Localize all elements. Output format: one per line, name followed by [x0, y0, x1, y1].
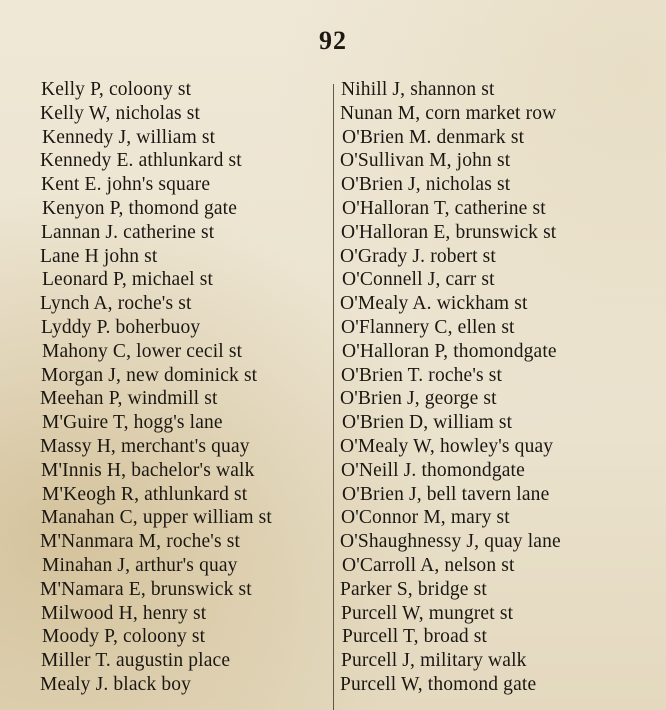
directory-entry: Miller T. augustin place — [41, 650, 231, 672]
directory-entry: M'Keogh R, athlunkard st — [42, 483, 248, 505]
directory-entry: Meehan P, windmill st — [40, 388, 218, 410]
directory-entry: Kelly W, nicholas st — [40, 102, 201, 124]
directory-entry: Kennedy J, william st — [42, 126, 216, 148]
directory-entry: Mahony C, lower cecil st — [42, 340, 243, 362]
directory-entry: Manahan C, upper william st — [41, 507, 272, 529]
directory-entry: Nunan M, corn market row — [340, 102, 557, 124]
directory-entry: Massy H, merchant's quay — [40, 435, 250, 457]
directory-entry: Lannan J. catherine st — [41, 221, 215, 243]
directory-entry: Mealy J. black boy — [40, 673, 192, 695]
directory-entry: O'Carroll A, nelson st — [342, 554, 515, 576]
directory-entry: O'Brien J, george st — [340, 388, 497, 410]
directory-entry: Purcell J, military walk — [341, 650, 527, 672]
directory-entry: Kenyon P, thomond gate — [42, 197, 238, 219]
page-number: 92 — [319, 26, 347, 55]
directory-entry: Lane H john st — [40, 245, 158, 267]
directory-entry: Lyddy P. boherbuoy — [41, 316, 201, 338]
directory-entry: Moody P, coloony st — [42, 626, 206, 648]
directory-entry: Parker S, bridge st — [340, 578, 487, 600]
directory-entry: Kent E. john's square — [41, 174, 211, 196]
directory-entry: O'Shaughnessy J, quay lane — [340, 531, 561, 553]
directory-entry: Leonard P, michael st — [42, 269, 214, 291]
directory-entry: Kelly P, coloony st — [41, 79, 192, 100]
directory-entry: Purcell W, mungret st — [341, 602, 514, 624]
directory-entry: O'Sullivan M, john st — [340, 150, 511, 172]
column-divider — [333, 84, 334, 710]
directory-entry: O'Halloran P, thomondgate — [342, 340, 557, 362]
directory-entry: O'Connell J, carr st — [342, 269, 495, 291]
directory-entry: Minahan J, arthur's quay — [42, 554, 238, 576]
directory-entry: O'Grady J. robert st — [340, 245, 496, 267]
directory-entry: O'Halloran E, brunswick st — [341, 221, 557, 243]
directory-entry: O'Brien D, william st — [342, 412, 513, 434]
directory-entry: Nihill J, shannon st — [341, 79, 495, 100]
right-column — [340, 78, 630, 697]
directory-entry: O'Brien M. denmark st — [342, 126, 525, 148]
directory-entry: Purcell T, broad st — [342, 626, 488, 648]
directory-entry: O'Mealy W, howley's quay — [340, 435, 554, 457]
directory-entry: M'Namara E, brunswick st — [40, 578, 252, 600]
directory-entry: M'Nanmara M, roche's st — [40, 531, 241, 553]
directory-entry: O'Brien T. roche's st — [341, 364, 503, 386]
directory-entry: Kennedy E. athlunkard st — [40, 150, 242, 172]
left-column — [40, 78, 332, 697]
directory-entry: Milwood H, henry st — [41, 602, 207, 624]
directory-entry: O'Halloran T, catherine st — [342, 197, 546, 219]
directory-entry: M'Guire T, hogg's lane — [42, 412, 223, 434]
directory-entry: O'Flannery C, ellen st — [341, 316, 515, 338]
directory-entry: O'Brien J, nicholas st — [341, 174, 511, 196]
directory-entry: Lynch A, roche's st — [40, 293, 192, 315]
directory-entry: O'Mealy A. wickham st — [340, 293, 528, 315]
directory-entry: Purcell W, thomond gate — [340, 673, 537, 695]
directory-entry: O'Brien J, bell tavern lane — [342, 483, 550, 505]
directory-entry: Morgan J, new dominick st — [41, 364, 258, 386]
directory-entry: O'Neill J. thomondgate — [341, 459, 525, 481]
directory-entry: M'Innis H, bachelor's walk — [41, 459, 255, 481]
directory-entry: O'Connor M, mary st — [341, 507, 510, 529]
